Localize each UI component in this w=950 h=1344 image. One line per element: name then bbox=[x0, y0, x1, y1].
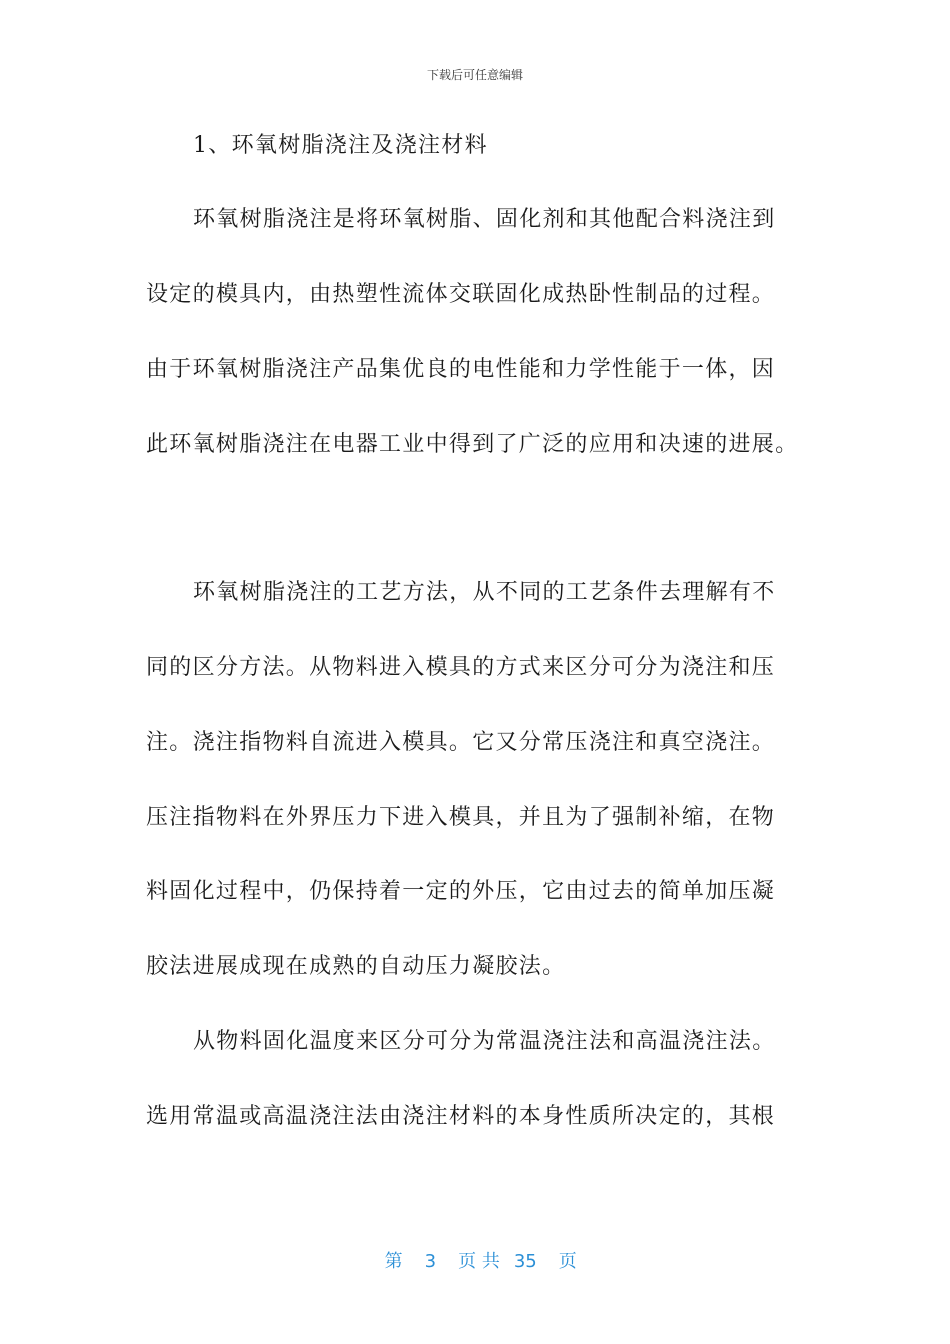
footer-suffix: 页 bbox=[558, 1251, 577, 1272]
footer-middle: 页 共 bbox=[458, 1251, 500, 1272]
paragraph-line: 由于环氧树脂浇注产品集优良的电性能和力学性能于一体，因 bbox=[146, 357, 776, 382]
paragraph-line: 料固化过程中，仍保持着一定的外压，它由过去的简单加压凝 bbox=[146, 879, 776, 904]
footer-prefix: 第 bbox=[384, 1251, 403, 1272]
total-page-count: 35 bbox=[513, 1251, 537, 1272]
paragraph-line: 胶法进展成现在成熟的自动压力凝胶法。 bbox=[146, 954, 566, 979]
page-footer bbox=[0, 1226, 950, 1273]
paragraph-line: 环氧树脂浇注的工艺方法，从不同的工艺条件去理解有不 bbox=[193, 580, 776, 605]
paragraph-line: 选用常温或高温浇注法由浇注材料的本身性质所决定的，其根 bbox=[146, 1104, 776, 1129]
section-heading: 1、环氧树脂浇注及浇注材料 bbox=[193, 133, 488, 158]
paragraph-line: 压注指物料在外界压力下进入模具，并且为了强制补缩，在物 bbox=[146, 805, 776, 830]
paragraph-line: 注。浇注指物料自流进入模具。它又分常压浇注和真空浇注。 bbox=[146, 730, 776, 755]
paragraph-line: 环氧树脂浇注是将环氧树脂、固化剂和其他配合料浇注到 bbox=[193, 207, 776, 232]
paragraph-line: 同的区分方法。从物料进入模具的方式来区分可分为浇注和压 bbox=[146, 655, 776, 680]
paragraph-line: 设定的模具内，由热塑性流体交联固化成热卧性制品的过程。 bbox=[146, 282, 776, 307]
current-page-number: 3 bbox=[424, 1251, 437, 1272]
paragraph-line: 此环氧树脂浇注在电器工业中得到了广泛的应用和决速的进展。 bbox=[146, 432, 799, 457]
paragraph-line: 从物料固化温度来区分可分为常温浇注法和高温浇注法。 bbox=[193, 1029, 776, 1054]
page-header-note: 下载后可任意编辑 bbox=[426, 68, 523, 82]
